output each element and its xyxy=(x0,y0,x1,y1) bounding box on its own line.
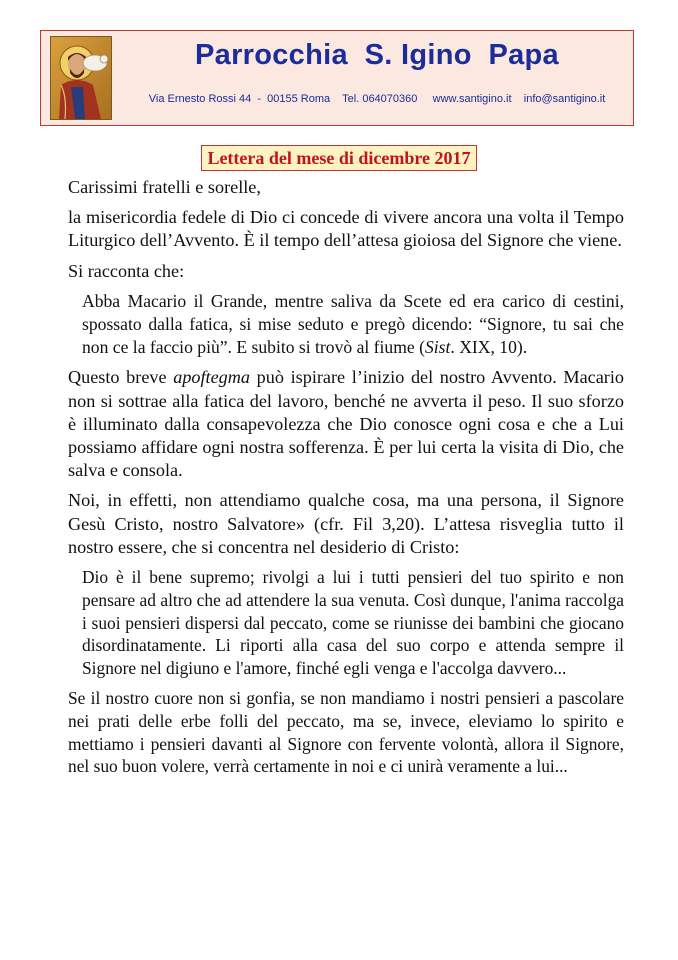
quote-macario-ref: . XIX, 10). xyxy=(450,337,528,358)
paragraph-3-start: Questo breve xyxy=(68,367,174,388)
letter-title: Lettera del mese di dicembre 2017 xyxy=(201,145,476,171)
paragraph-1: la misericordia fedele di Dio ci concede di vivere ancora una volta il Tempo Liturgico dell’Avvento. È il tempo dell’attesa gioiosa del Signore che viene. xyxy=(68,207,624,251)
quote-macario-source: Sist xyxy=(424,337,451,358)
paragraph-3 xyxy=(68,366,624,482)
quote-3: Se il nostro cuore non si gonfia, se non mandiamo i nostri pensieri a pascolare nei prati delle erbe folli del peccato, ma se, invece, eleviamo lo spirito e mettiamo i pensieri davanti al Signore con fervente volontà, allora il Signore, nel suo buon volere, verrà certamente in noi e ci unirà veramente a lui... xyxy=(68,688,624,777)
letter-body xyxy=(68,176,624,778)
parish-contact-info: Via Ernesto Rossi 44 - 00155 Roma Tel. 064070360 www.santigino.it info@santigino.it xyxy=(148,93,606,105)
quote-macario xyxy=(82,290,624,360)
letter-title-wrap xyxy=(0,145,678,171)
paragraph-2: Si racconta che: xyxy=(68,260,185,281)
letter-greeting: Carissimi fratelli e sorelle, xyxy=(68,177,261,197)
paragraph-3-rest: può ispirare l’inizio del nostro Avvento. Macario non si sottrae alla fatica del lavoro, benché ne avverta il peso. Il suo sforzo è illuminato dalla consapevolezza che Dio conosce ogni cosa e che a Lui possiamo affidare ogni nostra sofferenza. È per lui certa la visita di Dio, che salva e consola. xyxy=(68,367,624,481)
quote-2: Dio è il bene supremo; rivolgi a lui i tutti pensieri del tuo spirito e non pensare ad altro che ad attendere la sua venuta. Così dunque, l'anima raccolga i suoi pensieri dispersi dal peccato, come se riunisse dei bambini che giocano disordinatamente. Li riporti alla casa del suo corpo e attenda sempre il Signore nel digiuno e l'amore, finché egli venga e l'accolga davvero... xyxy=(82,567,624,679)
parish-header xyxy=(40,30,634,126)
parish-name: Parrocchia S. Igino Papa xyxy=(195,39,559,71)
quote-macario-text: Abba Macario il Grande, mentre saliva da Scete ed era carico di cestini, spossato dalla fatica, si mise seduto e pregò dicendo: “Signore, tu sai che non ce la faccio più”. E subito si trovò al fiume ( xyxy=(82,290,624,358)
paragraph-3-term: apoftegma xyxy=(173,367,251,388)
good-shepherd-icon xyxy=(50,36,112,120)
paragraph-4: Noi, in effetti, non attendiamo qualche cosa, ma una persona, il Signore Gesù Cristo, nostro Salvatore» (cfr. Fil 3,20). L’attesa risveglia tutto il nostro essere, che si concentra nel desiderio di Cristo: xyxy=(68,490,624,557)
